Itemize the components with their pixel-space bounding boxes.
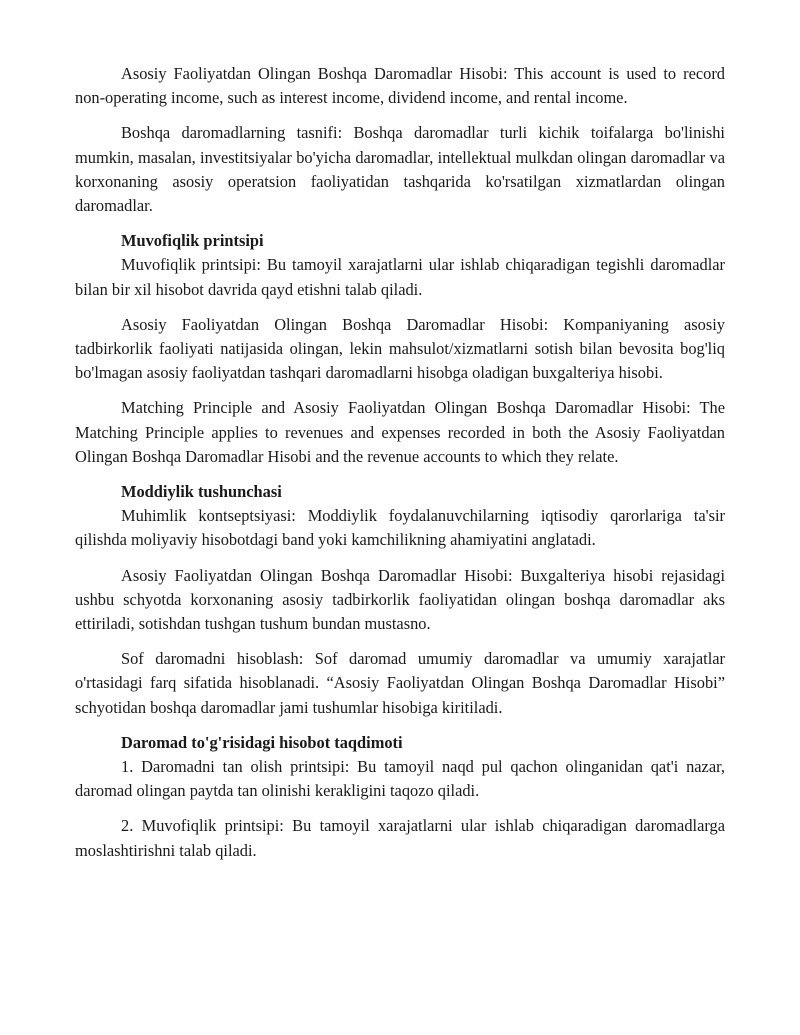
- paragraph-net-income: Sof daromadni hisoblash: Sof daromad umumiy daromadlar va umumiy xarajatlar o'rtasidagi farq sifatida hisoblanadi. “Asosiy Faoliyatdan Olingan Boshqa Daromadlar Hisobi” schyotidan boshqa daromadlar jami tushumlar hisobiga kiritiladi.: [75, 649, 725, 717]
- paragraph-account-definition: Asosiy Faoliyatdan Olingan Boshqa Daromadlar Hisobi: Kompaniyaning asosiy tadbirkorlik faoliyati natijasida olingan, lekin mahsulot/xizmatlarni sotish bilan bevosita bog'liq bo'lmagan asosiy faoliyatdan tashqari daromadlarni hisobga oladigan buxgalteriya hisobi.: [75, 314, 725, 383]
- paragraph-gap: [75, 385, 725, 396]
- paragraph-gap: [75, 553, 725, 564]
- paragraph-matching-principle: Muvofiqlik printsipi: Bu tamoyil xarajatlarni ular ishlab chiqaradigan tegishli daromadlar bilan bir xil hisobot davrida qayd etishni talab qiladi.: [75, 255, 725, 299]
- heading-income-statement-presentation: Daromad to'g'risidagi hisobot taqdimoti: [121, 732, 403, 752]
- document-page: [75, 62, 725, 863]
- paragraph-gap: [75, 302, 725, 313]
- paragraph-other-income-classification: Boshqa daromadlarning tasnifi: Boshqa daromadlar turli kichik toifalarga bo'linishi mumkin, masalan, investitsiyalar bo'yicha daromadlar, intellektual mulkdan olingan daromadlar va korxonaning asosiy operatsion faoliyatidan tashqarida ko'rsatilgan xizmatlardan olingan daromadlar.: [75, 123, 725, 216]
- paragraph-matching-and-account: Matching Principle and Asosiy Faoliyatdan Olingan Boshqa Daromadlar Hisobi: The Matching Principle applies to revenues and expenses recorded in both the Asosiy Faoliyatdan Olingan Boshqa Daromadlar Hisobi and the revenue accounts to which they relate.: [75, 398, 725, 466]
- heading-materiality: Moddiylik tushunchasi: [121, 482, 282, 502]
- heading-matching-principle: Muvofiqlik printsipi: [121, 231, 264, 251]
- paragraph-matching-principle-2: 2. Muvofiqlik printsipi: Bu tamoyil xarajatlarni ular ishlab chiqaradigan daromadlarga moslashtirishni talab qiladi.: [75, 816, 725, 860]
- paragraph-gap: [75, 218, 725, 229]
- paragraph-gap: [75, 803, 725, 814]
- paragraph-other-income-account: Asosiy Faoliyatdan Olingan Boshqa Daromadlar Hisobi: This account is used to record non-operating income, such as interest income, dividend income, and rental income.: [75, 64, 725, 108]
- paragraph-gap: [75, 110, 725, 121]
- paragraph-gap: [75, 720, 725, 731]
- paragraph-materiality-concept: Muhimlik kontseptsiyasi: Moddiylik foydalanuvchilarning iqtisodiy qarorlariga ta'sir qilishda moliyaviy hisobotdagi band yoki kamchilikning ahamiyatini anglatadi.: [75, 506, 725, 550]
- paragraph-chart-of-accounts: Asosiy Faoliyatdan Olingan Boshqa Daromadlar Hisobi: Buxgalteriya hisobi rejasidagi ushbu schyotda korxonaning asosiy tadbirkorlik faoliyatidan olingan boshqa daromadlar aks ettiriladi, sotishdan tushgan tushum bundan mustasno.: [75, 565, 725, 634]
- paragraph-gap: [75, 636, 725, 647]
- paragraph-revenue-recognition: 1. Daromadni tan olish printsipi: Bu tamoyil naqd pul qachon olinganidan qat'i nazar, daromad olingan paytda tan olinishi kerakligini taqozo qiladi.: [75, 757, 725, 801]
- paragraph-gap: [75, 469, 725, 480]
